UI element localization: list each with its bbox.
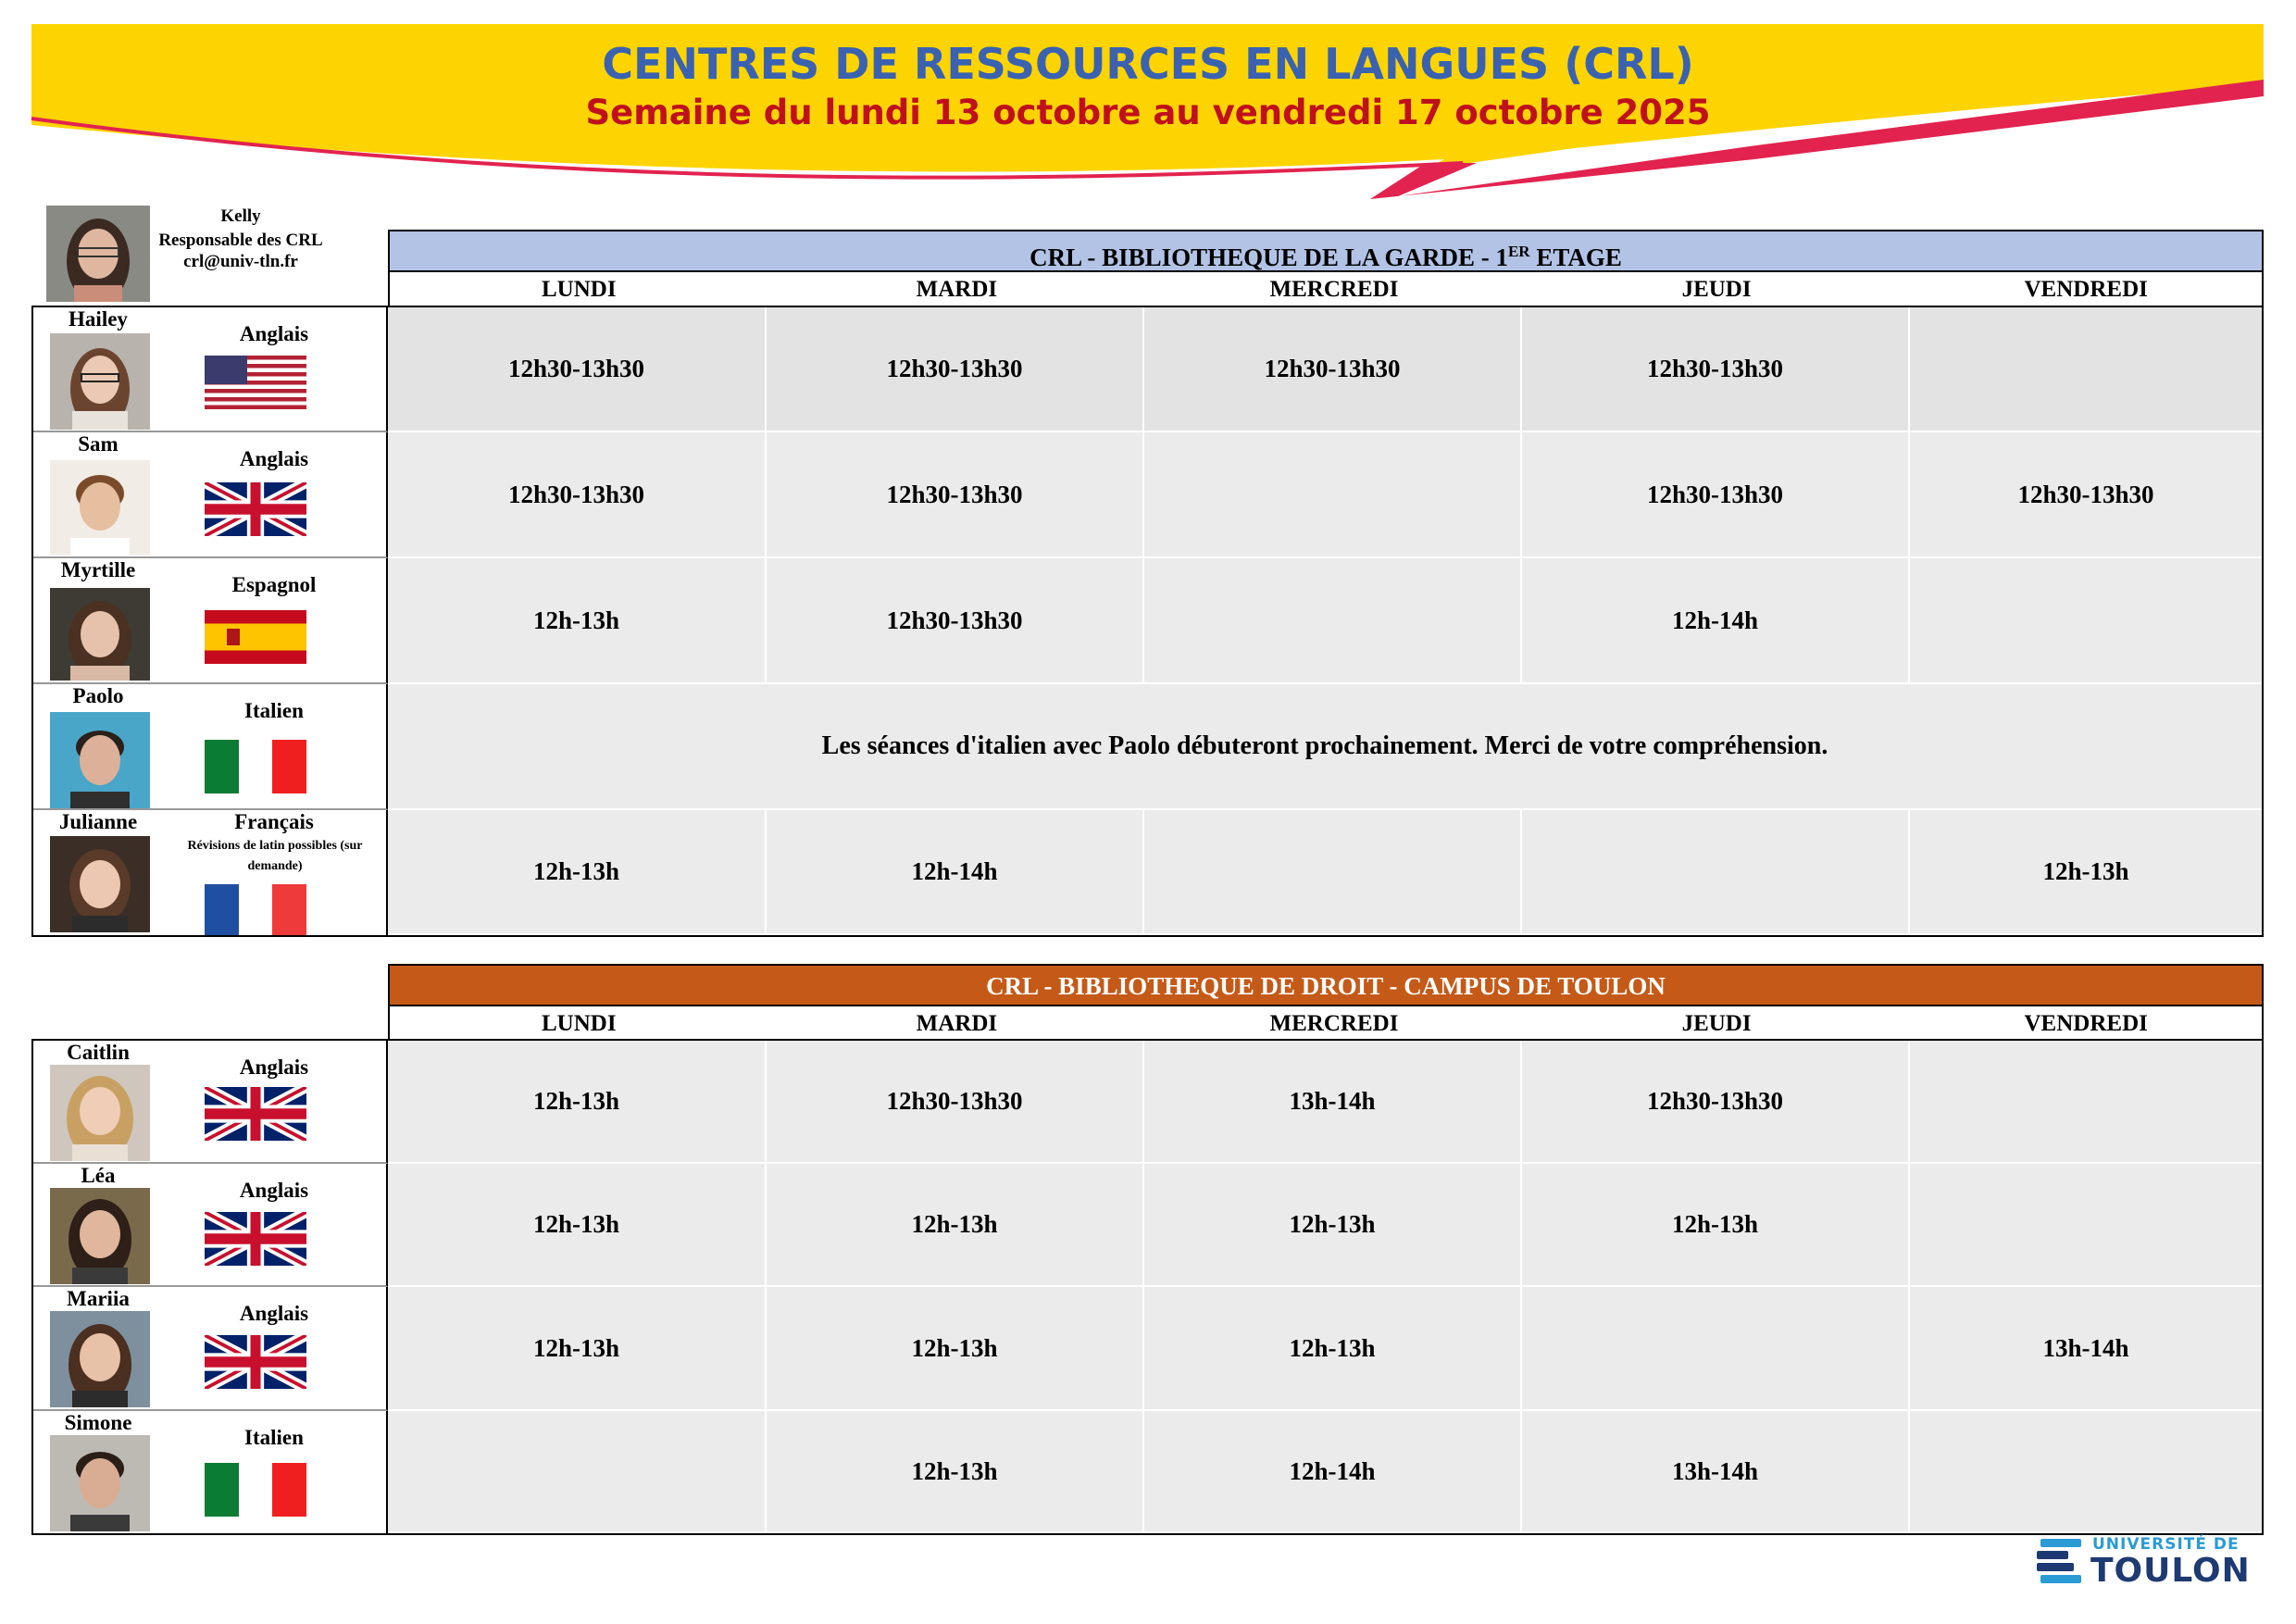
kelly-photo [46, 206, 150, 302]
day-header-mercredi: MERCREDI [1269, 277, 1399, 302]
day-header-jeudi: JEUDI [1681, 1011, 1752, 1036]
slot-mercredi [1144, 558, 1522, 684]
tutor-language: Anglais [239, 1056, 309, 1079]
table-row [33, 810, 2262, 935]
slot-mercredi [1144, 810, 1522, 935]
section-header-la-garde [388, 230, 2264, 272]
tutor-name: Caitlin [67, 1041, 130, 1064]
slot-jeudi: 12h30-13h30 [1522, 432, 1910, 558]
day-header-vendredi: VENDREDI [2024, 277, 2148, 302]
slot-mercredi: 12h30-13h30 [1144, 307, 1522, 432]
slot-jeudi: 12h30-13h30 [1522, 307, 1910, 432]
slot-mardi: 12h-14h [767, 810, 1144, 935]
announcement-note: Les séances d'italien avec Paolo débuteront prochainement. Merci de votre compréhension. [388, 684, 2262, 810]
table-row [33, 1041, 2262, 1164]
tutor-language: Italien [244, 1426, 304, 1449]
tutor-language: Français [234, 810, 314, 833]
day-header-lundi: LUNDI [542, 1011, 617, 1036]
slot-jeudi [1522, 810, 1910, 935]
slot-mercredi: 12h-13h [1144, 1164, 1522, 1287]
tutor-photo [50, 1311, 150, 1407]
tutor-name: Julianne [58, 810, 138, 833]
slot-vendredi [1910, 1411, 2262, 1533]
tutor-name: Simone [64, 1411, 132, 1434]
manager-email[interactable]: crl@univ-tln.fr [183, 252, 298, 271]
tutor-photo [50, 836, 150, 932]
tutor-name: Mariia [67, 1287, 130, 1310]
tutor-cell [33, 1041, 388, 1164]
slot-mardi: 12h30-13h30 [767, 558, 1144, 684]
uk-flag-icon [205, 1087, 306, 1141]
tutor-name: Myrtille [60, 558, 136, 581]
slot-mercredi: 12h-13h [1144, 1287, 1522, 1411]
tutor-photo [50, 1188, 150, 1284]
section-title-sup: ER [1507, 243, 1530, 260]
slots-row [388, 307, 2262, 432]
slot-jeudi: 12h-13h [1522, 1164, 1910, 1287]
slot-mercredi: 13h-14h [1144, 1041, 1522, 1164]
slot-jeudi: 12h30-13h30 [1522, 1041, 1910, 1164]
tutor-photo [50, 333, 150, 430]
slot-vendredi: 13h-14h [1910, 1287, 2262, 1411]
slot-lundi: 12h-13h [388, 810, 767, 935]
slot-lundi: 12h30-13h30 [388, 307, 767, 432]
slot-mercredi [1144, 432, 1522, 558]
slot-mardi: 12h30-13h30 [767, 432, 1144, 558]
slot-vendredi [1910, 1041, 2262, 1164]
tutor-cell [33, 307, 388, 432]
tutor-language: Italien [244, 699, 304, 722]
tutor-photo [50, 712, 150, 808]
italy-flag-icon [205, 740, 306, 793]
tutor-language: Anglais [239, 1179, 309, 1202]
table-row [33, 684, 2262, 810]
section-title-end: ETAGE [1529, 244, 1622, 271]
slots-row [388, 1287, 2262, 1411]
table-row [33, 558, 2262, 684]
italy-flag-icon [205, 1463, 306, 1517]
tutor-language: Anglais [239, 1302, 309, 1325]
tutor-photo [50, 460, 150, 555]
tutor-cell [33, 684, 388, 810]
uk-flag-icon [205, 482, 306, 536]
slot-lundi: 12h-13h [388, 1041, 767, 1164]
slot-lundi: 12h-13h [388, 558, 767, 684]
slot-mercredi: 12h-14h [1144, 1411, 1522, 1533]
tutor-photo [50, 1435, 150, 1531]
tutor-cell [33, 810, 388, 935]
slot-lundi: 12h30-13h30 [388, 432, 767, 558]
slots-row [388, 1411, 2262, 1533]
table-row [33, 1287, 2262, 1411]
slot-vendredi: 12h-13h [1910, 810, 2262, 935]
university-logo-icon [2037, 1539, 2085, 1583]
tutor-cell [33, 1164, 388, 1287]
uk-flag-icon [205, 1335, 306, 1389]
day-header-vendredi: VENDREDI [2024, 1011, 2148, 1036]
tutor-name: Sam [78, 432, 119, 456]
tutor-cell [33, 1287, 388, 1411]
logo-line2: TOULON [2090, 1552, 2251, 1590]
day-header-jeudi: JEUDI [1681, 277, 1752, 302]
page-title: CENTRES DE RESSOURCES EN LANGUES (CRL) [602, 39, 1694, 89]
day-header-lundi: LUNDI [542, 277, 617, 302]
page-subtitle: Semaine du lundi 13 octobre au vendredi 17 octobre 2025 [585, 93, 1711, 132]
table-row [33, 1411, 2262, 1533]
schedule-table-la-garde [31, 306, 2264, 937]
tutor-cell [33, 1411, 388, 1533]
slot-vendredi [1910, 1164, 2262, 1287]
day-header-row [388, 272, 2264, 306]
tutor-cell [33, 558, 388, 684]
manager-name: Kelly [220, 206, 261, 226]
slot-jeudi: 13h-14h [1522, 1411, 1910, 1533]
slot-lundi: 12h-13h [388, 1287, 767, 1411]
slot-mardi: 12h-13h [767, 1411, 1144, 1533]
slots-row [388, 558, 2262, 684]
tutor-name: Léa [81, 1164, 116, 1187]
us-flag-icon [205, 356, 306, 409]
tutor-language-note: Révisions de latin possibles (sur demande) [187, 839, 363, 873]
table-row [33, 432, 2262, 558]
slot-vendredi [1910, 558, 2262, 684]
slot-mardi: 12h-13h [767, 1164, 1144, 1287]
france-flag-icon [205, 884, 306, 935]
slot-mardi: 12h30-13h30 [767, 1041, 1144, 1164]
slot-vendredi [1910, 307, 2262, 432]
university-logo [2037, 1533, 2259, 1589]
schedule-table-droit [31, 1039, 2264, 1535]
tutor-photo [50, 588, 150, 681]
section-title: CRL - BIBLIOTHEQUE DE LA GARDE - 1 [1029, 244, 1508, 271]
day-header-mardi: MARDI [916, 1011, 998, 1036]
manager-info [148, 206, 333, 272]
uk-flag-icon [205, 1212, 306, 1266]
slot-vendredi: 12h30-13h30 [1910, 432, 2262, 558]
day-header-row [388, 1006, 2264, 1040]
table-row [33, 307, 2262, 432]
table-row [33, 1164, 2262, 1287]
manager-role: Responsable des CRL [158, 231, 323, 250]
slots-row [388, 1164, 2262, 1287]
slot-mardi: 12h-13h [767, 1287, 1144, 1411]
day-header-mardi: MARDI [916, 277, 998, 302]
slot-jeudi: 12h-14h [1522, 558, 1910, 684]
slot-lundi [388, 1411, 767, 1533]
slot-lundi: 12h-13h [388, 1164, 767, 1287]
tutor-language: Anglais [239, 447, 309, 470]
slots-row [388, 1041, 2262, 1164]
logo-line1: UNIVERSITÉ DE [2092, 1535, 2240, 1554]
slots-row [388, 432, 2262, 558]
tutor-name: Hailey [69, 307, 128, 331]
tutor-photo [50, 1065, 150, 1161]
tutor-name: Paolo [72, 684, 124, 707]
day-header-mercredi: MERCREDI [1269, 1011, 1399, 1036]
slot-mardi: 12h30-13h30 [767, 307, 1144, 432]
spain-flag-icon [205, 610, 306, 664]
tutor-language: Anglais [239, 322, 309, 345]
tutor-language: Espagnol [231, 573, 317, 596]
section-header-droit: CRL - BIBLIOTHEQUE DE DROIT - CAMPUS DE TOULON [388, 964, 2264, 1006]
tutor-cell [33, 432, 388, 558]
slot-jeudi [1522, 1287, 1910, 1411]
slots-row [388, 810, 2262, 935]
